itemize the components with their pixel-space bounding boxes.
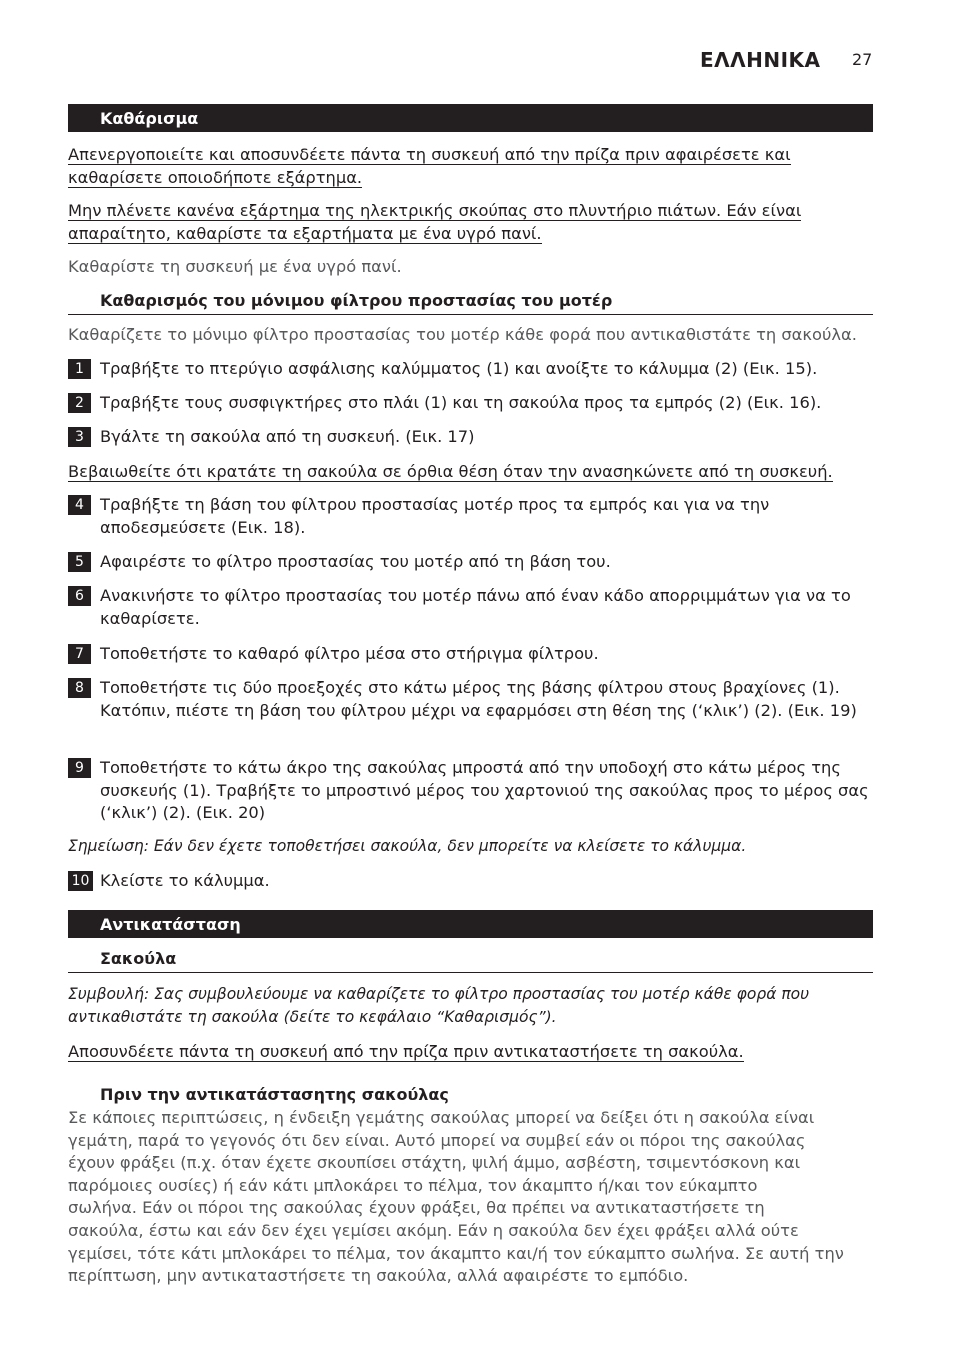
step-number: 2 xyxy=(68,393,91,413)
tip-line: Συμβουλή: Σας συμβουλεύουμε να καθαρίζετε το φίλτρο προστασίας του μοτέρ κάθε φορά που xyxy=(68,985,810,1003)
step-text: Βγάλτε τη σακούλα από τη συσκευή. (Εικ. 17) xyxy=(100,427,475,446)
tip-clean-filter xyxy=(68,983,878,1028)
step-number: 10 xyxy=(68,871,93,891)
warning-unplug-before-replacing xyxy=(68,1040,878,1063)
step-4 xyxy=(68,494,878,539)
warning-line: καθαρίσετε οποιοδήποτε εξάρτημα. xyxy=(68,168,363,187)
step-10 xyxy=(68,870,878,893)
step-text: Τοποθετήστε το κάτω άκρο της σακούλας μπροστά από την υποδοχή στο κάτω μέρος της συσκευής (1). Τραβήξτε το μπροστινό μέρος του χαρτονιού της σακούλας προς το μέρος σας (‘κλικ’) (2). (Εικ. 20) xyxy=(100,758,869,822)
step-number: 8 xyxy=(68,678,91,698)
body-line: σωλήνα. Εάν οι πόροι της σακούλας έχουν φράξει, θα πρέπει να αντικαταστήσετε τη xyxy=(68,1198,765,1218)
step-number: 6 xyxy=(68,586,91,606)
step-7 xyxy=(68,643,878,666)
step-5 xyxy=(68,551,878,574)
step-text: Κλείστε το κάλυμμα. xyxy=(100,871,270,890)
body-line: περίπτωση, μην αντικαταστήσετε τη σακούλα, αλλά αφαιρέστε το εμπόδιο. xyxy=(68,1266,689,1286)
body-line: έχουν φράξει (π.χ. όταν έχετε σκουπίσει στάχτη, ψιλή άμμο, ασβέστη, τσιμεντόσκονη και xyxy=(68,1153,801,1173)
step-number: 5 xyxy=(68,552,91,572)
step-text: Τοποθετήστε το καθαρό φίλτρο μέσα στο στήριγμα φίλτρου. xyxy=(100,644,599,663)
step-2 xyxy=(68,392,878,415)
step-text: Τραβήξτε τη βάση του φίλτρου προστασίας μοτέρ προς τα εμπρός και για να την αποδεσμεύσετε (Εικ. 18). xyxy=(100,495,770,537)
step-text: Αφαιρέστε το φίλτρο προστασίας του μοτέρ από τη βάση του. xyxy=(100,552,611,571)
step-text: Τραβήξτε το πτερύγιο ασφάλισης καλύμματος (1) και ανοίξτε το κάλυμμα (2) (Εικ. 15). xyxy=(100,359,818,378)
warning-line: Μην πλένετε κανένα εξάρτημα της ηλεκτρικής σκούπας στο πλυντήριο πιάτων. Εάν είναι xyxy=(68,201,802,220)
step-1 xyxy=(68,358,878,381)
step-6 xyxy=(68,585,878,630)
cleaning-intro: Καθαρίστε τη συσκευή με ένα υγρό πανί. xyxy=(68,257,402,276)
before-replacing-body xyxy=(68,1107,878,1288)
page-number: 27 xyxy=(852,50,873,69)
tip-line: αντικαθιστάτε τη σακούλα (δείτε το κεφάλαιο “Καθαρισμός”). xyxy=(68,1007,557,1026)
warning-hold-bag-upright xyxy=(68,460,878,483)
step-number: 4 xyxy=(68,495,91,515)
step-number: 7 xyxy=(68,644,91,664)
step-9 xyxy=(68,757,878,825)
section-title-cleaning: Καθάρισμα xyxy=(68,104,873,132)
filter-intro: Καθαρίζετε το μόνιμο φίλτρο προστασίας του μοτέρ κάθε φορά που αντικαθιστάτε τη σακούλα. xyxy=(68,325,857,344)
warning-line: Απενεργοποιείτε και αποσυνδέετε πάντα τη συσκευή από την πρίζα πριν αφαιρέσετε και xyxy=(68,145,791,164)
subsection-title-filter: Καθαρισμός του μόνιμου φίλτρου προστασίας του μοτέρ xyxy=(68,290,873,315)
body-line: παρόμοιες ουσίες) ή εάν κάτι μπλοκάρει το πέλμα, τον άκαμπτο ή/και τον εύκαμπτο xyxy=(68,1175,758,1195)
body-line: σακούλα, έστω και εάν δεν έχει γεμίσει ακόμη. Εάν η σακούλα δεν έχει φράξει αλλά ούτε xyxy=(68,1220,799,1240)
body-line: Σε κάποιες περιπτώσεις, η ένδειξη γεμάτης σακούλας μπορεί να δείξει ότι η σακούλα είναι xyxy=(68,1108,815,1127)
language-heading: ΕΛΛΗΝΙΚΑ xyxy=(700,48,821,72)
body-line: γεμάτη, παρά το γεγονός ότι δεν είναι. Αυτό μπορεί να συμβεί εάν οι πόροι της σακούλας xyxy=(68,1130,806,1150)
note-no-bag: Σημείωση: Εάν δεν έχετε τοποθετήσει σακούλα, δεν μπορείτε να κλείσετε το κάλυμμα. xyxy=(68,837,747,855)
step-number: 1 xyxy=(68,359,91,379)
step-number: 3 xyxy=(68,427,91,447)
section-title-replacement: Αντικατάσταση xyxy=(68,910,873,938)
step-3 xyxy=(68,426,878,449)
subsection-title-bag: Σακούλα xyxy=(68,948,873,973)
warning-unplug-before-cleaning xyxy=(68,143,878,189)
warning-no-dishwasher xyxy=(68,199,878,245)
step-text: Τραβήξτε τους συσφιγκτήρες στο πλάι (1) και τη σακούλα προς τα εμπρός (2) (Εικ. 16). xyxy=(100,393,822,412)
step-text: Ανακινήστε το φίλτρο προστασίας του μοτέρ πάνω από έναν κάδο απορριμμάτων για να το καθαρίσετε. xyxy=(100,586,851,628)
warning-line: Αποσυνδέετε πάντα τη συσκευή από την πρίζα πριν αντικαταστήσετε τη σακούλα. xyxy=(68,1042,744,1061)
subsection-title-before-replacing: Πριν την αντικατάστασητης σακούλας xyxy=(100,1085,449,1104)
warning-line: Βεβαιωθείτε ότι κρατάτε τη σακούλα σε όρθια θέση όταν την ανασηκώνετε από τη συσκευή. xyxy=(68,462,833,481)
step-number: 9 xyxy=(68,758,91,778)
step-text: Τοποθετήστε τις δύο προεξοχές στο κάτω μέρος της βάσης φίλτρου στους βραχίονες (1). Κατόπιν, πιέστε τη βάση του φίλτρου μέχρι να εφαρμόσει στη θέση της (‘κλικ’) (2). (Εικ. 19) xyxy=(100,678,857,720)
body-line: γεμίσει, τότε κάτι μπλοκάρει το πέλμα, τον άκαμπτο και/ή τον εύκαμπτο σωλήνα. Σε αυτή την xyxy=(68,1243,844,1263)
warning-line: απαραίτητο, καθαρίστε τα εξαρτήματα με ένα υγρό πανί. xyxy=(68,224,542,243)
step-8 xyxy=(68,677,878,722)
